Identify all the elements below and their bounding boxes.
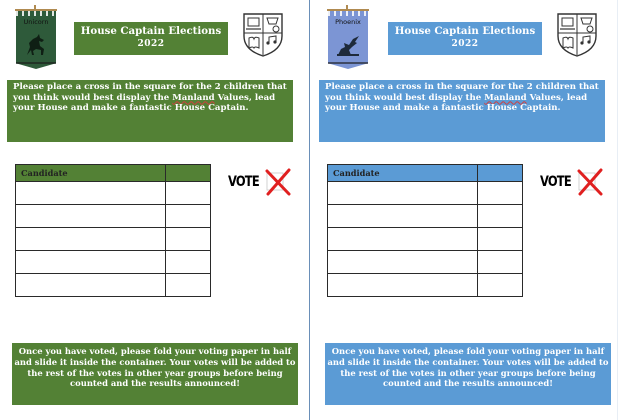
table-header: [328, 165, 523, 182]
vote-graphic: [540, 167, 606, 197]
house-banner-unicorn: [13, 5, 59, 72]
title-text: House Captain Elections: [80, 25, 222, 37]
vote-label: VOTE: [540, 174, 571, 190]
banner-label: Phoenix: [335, 18, 361, 26]
banner-label: Unicorn: [23, 18, 49, 26]
values-name: Manland: [484, 92, 527, 103]
column-candidate: Candidate: [16, 165, 166, 182]
cross-mark-icon: [264, 167, 292, 197]
candidate-table: [15, 164, 211, 297]
school-crest-icon: [242, 12, 284, 58]
instruction-box: Please place a cross in the square for the 2 children that you think would best display the Manland Values, lead your House and make a fantastic House Captain.: [7, 80, 293, 142]
table-row: [16, 182, 211, 205]
vote-label: VOTE: [228, 174, 259, 190]
candidate-table: [327, 164, 523, 297]
candidate-name-cell[interactable]: [328, 228, 478, 251]
candidate-name-cell[interactable]: [16, 182, 166, 205]
table-header: [16, 165, 211, 182]
vote-box[interactable]: [166, 182, 211, 205]
column-vote: [478, 165, 523, 182]
title-year: 2022: [451, 39, 479, 49]
school-crest-icon: [556, 12, 598, 58]
table-row: [328, 228, 523, 251]
vote-box[interactable]: [166, 251, 211, 274]
vote-box[interactable]: [478, 228, 523, 251]
table-row: [16, 205, 211, 228]
horse-icon: [23, 33, 49, 57]
table-row: [16, 228, 211, 251]
candidate-name-cell[interactable]: [16, 251, 166, 274]
table-row: [16, 274, 211, 297]
candidate-name-cell[interactable]: [328, 251, 478, 274]
vote-box[interactable]: [166, 205, 211, 228]
vote-box[interactable]: [478, 182, 523, 205]
table-row: [328, 274, 523, 297]
voting-slip-phoenix: [310, 0, 618, 420]
title-year: 2022: [137, 39, 165, 49]
vote-box[interactable]: [478, 205, 523, 228]
instruction-box: Please place a cross in the square for the 2 children that you think would best display the Manland Values, lead your House and make a fantastic House Captain.: [319, 80, 605, 142]
vote-box[interactable]: [478, 251, 523, 274]
table-row: [328, 251, 523, 274]
column-candidate: Candidate: [328, 165, 478, 182]
vote-box[interactable]: [166, 274, 211, 297]
candidate-name-cell[interactable]: [328, 182, 478, 205]
house-banner-phoenix: [325, 5, 371, 72]
values-name: Manland: [172, 92, 215, 103]
title-box: [388, 22, 542, 55]
candidate-name-cell[interactable]: [16, 228, 166, 251]
candidate-name-cell[interactable]: [328, 274, 478, 297]
vote-box[interactable]: [478, 274, 523, 297]
column-vote: [166, 165, 211, 182]
title-text: House Captain Elections: [394, 25, 536, 37]
phoenix-icon: [335, 33, 361, 57]
title-box: [74, 22, 228, 55]
cross-mark-icon: [576, 167, 604, 197]
candidate-name-cell[interactable]: [328, 205, 478, 228]
candidate-name-cell[interactable]: [16, 274, 166, 297]
vote-graphic: [228, 167, 294, 197]
table-row: [328, 205, 523, 228]
candidate-name-cell[interactable]: [16, 205, 166, 228]
table-row: [16, 251, 211, 274]
vote-box[interactable]: [166, 228, 211, 251]
table-row: [328, 182, 523, 205]
footer-instructions: Once you have voted, please fold your voting paper in half and slide it inside the container. Your votes will be added to the rest of the votes in other year groups before being counted and the results announced!: [12, 343, 298, 405]
footer-instructions: Once you have voted, please fold your voting paper in half and slide it inside the container. Your votes will be added to the rest of the votes in other year groups before being counted and the results announced!: [325, 343, 611, 405]
